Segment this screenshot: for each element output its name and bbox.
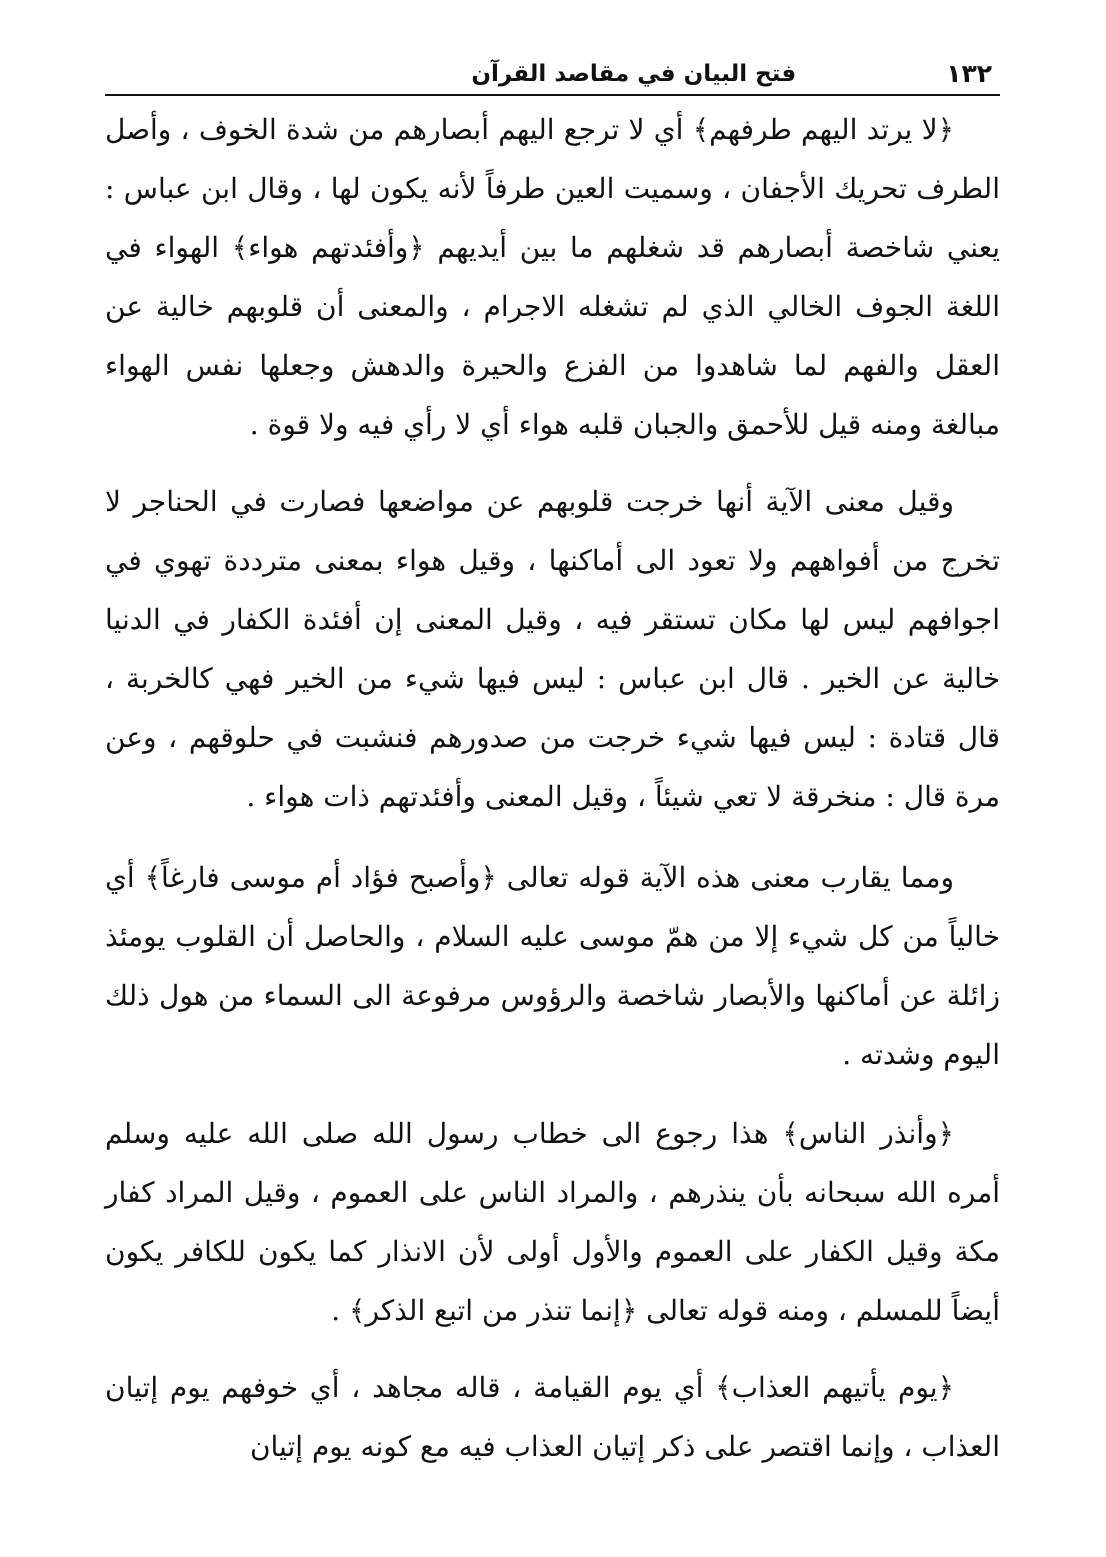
page-body xyxy=(105,96,1000,1476)
page-header xyxy=(105,52,1000,96)
paragraph: ﴿وأنذر الناس﴾ هذا رجوع الى خطاب رسول الله صلى الله عليه وسلم أمره الله سبحانه بأن ينذرهم ، والمراد الناس على العموم ، وقيل المراد كفار مكة وقيل الكفار على العموم والأول أولى لأن الانذار كما يكون للكافر يكون أيضاً للمسلم ، ومنه قوله تعالى ﴿إنما تنذر من اتبع الذكر﴾ . xyxy=(105,1117,1000,1327)
book-page xyxy=(105,52,1000,1542)
paragraph: وقيل معنى الآية أنها خرجت قلوبهم عن مواضعها فصارت في الحناجر لا تخرج من أفواههم ولا تعود الى أماكنها ، وقيل هواء بمعنى مترددة تهوي في اجوافهم ليس لها مكان تستقر فيه ، وقيل المعنى إن أفئدة الكفار في الدنيا خالية عن الخير . قال ابن عباس : ليس فيها شيء من الخير فهي كالخربة ، قال قتادة : ليس فيها شيء خرجت من صدورهم فنشبت في حلوقهم ، وعن مرة قال : منخرقة لا تعي شيئاً ، وقيل المعنى وأفئدتهم ذات هواء . xyxy=(105,485,1000,813)
paragraph: ﴿يوم يأتيهم العذاب﴾ أي يوم القيامة ، قاله مجاهد ، أي خوفهم يوم إتيان العذاب ، وإنما اقتصر على ذكر إتيان العذاب فيه مع كونه يوم إتيان xyxy=(105,1371,1000,1463)
running-title: فتح البيان في مقاصد القرآن xyxy=(471,61,797,87)
paragraph: ﴿لا يرتد اليهم طرفهم﴾ أي لا ترجع اليهم أبصارهم من شدة الخوف ، وأصل الطرف تحريك الأجفان ، وسميت العين طرفاً لأنه يكون لها ، وقال ابن عباس : يعني شاخصة أبصارهم قد شغلهم ما بين أيديهم ﴿وأفئدتهم هواء﴾ الهواء في اللغة الجوف الخالي الذي لم تشغله الاجرام ، والمعنى أن قلوبهم خالية عن العقل والفهم لما شاهدوا من الفزع والحيرة والدهش وجعلها نفس الهواء مبالغة ومنه قيل للأحمق والجبان قلبه هواء أي لا رأي فيه ولا قوة . xyxy=(105,113,1000,441)
page-number: ١٣٢ xyxy=(946,59,992,88)
paragraph: ومما يقارب معنى هذه الآية قوله تعالى ﴿وأصبح فؤاد أم موسى فارغاً﴾ أي خالياً من كل شيء إلا من همّ موسى عليه السلام ، والحاصل أن القلوب يومئذ زائلة عن أماكنها والأبصار شاخصة والرؤوس مرفوعة الى السماء من هول ذلك اليوم وشدته . xyxy=(105,861,1000,1071)
